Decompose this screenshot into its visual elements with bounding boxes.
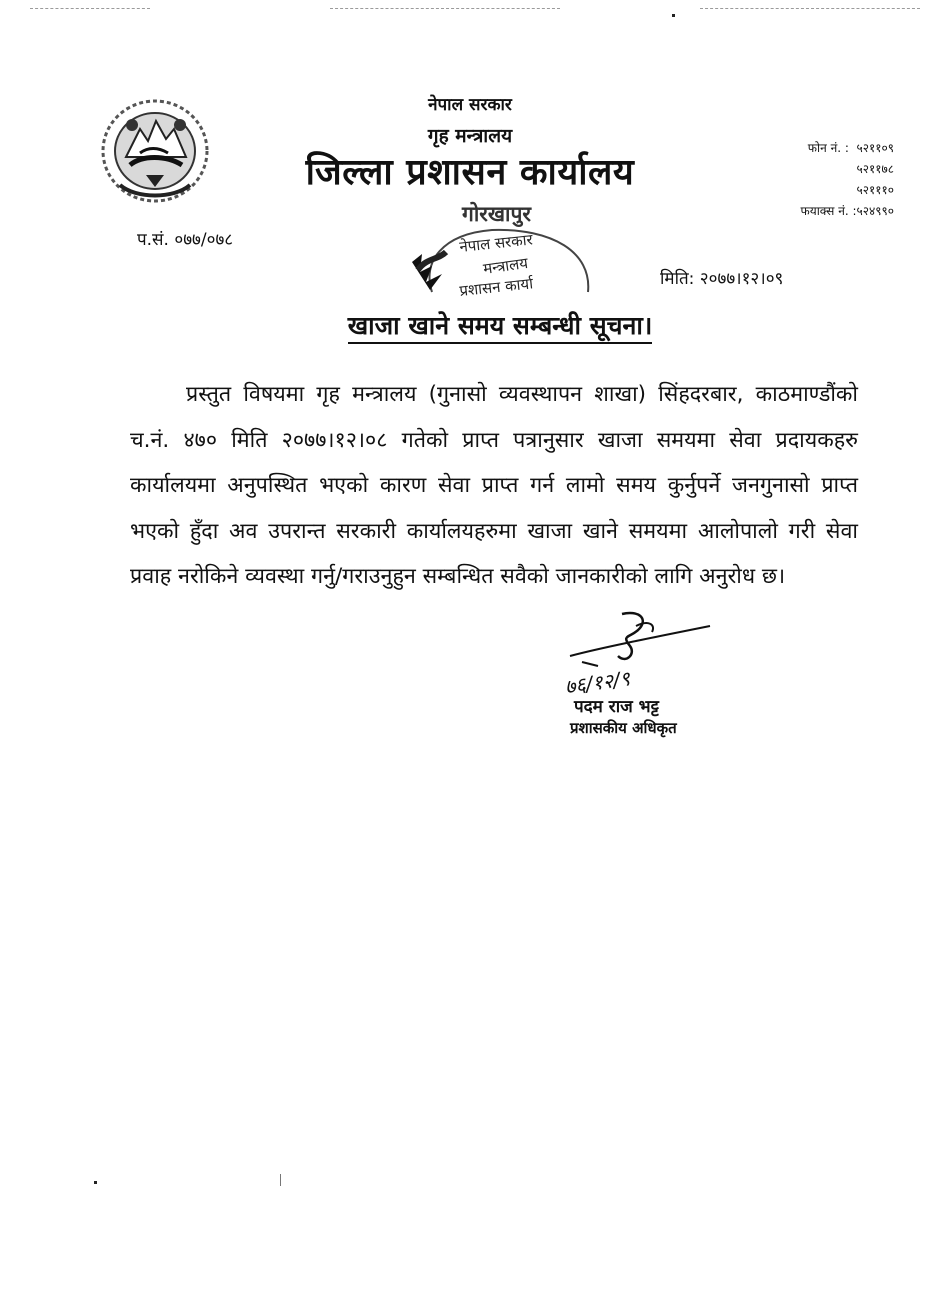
letter-date: मिति: २०७७।१२।०९ [660, 269, 784, 289]
stamp-text: नेपाल सरकार [458, 230, 534, 256]
ministry-heading: गृह मन्त्रालय [427, 125, 513, 147]
office-location: गोरखापुर [462, 202, 531, 226]
fax-number: ५२४९९० [856, 204, 894, 218]
phone-number: ५२१११० [856, 183, 894, 197]
phone-number: ५२११०९ [856, 141, 894, 155]
contact-block [720, 138, 894, 222]
scan-speck [280, 1174, 281, 1186]
signature-date: ७६/१२/९ [563, 666, 632, 699]
scan-edge-line [30, 8, 150, 9]
notice-body: प्रस्तुत विषयमा गृह मन्त्रालय (गुनासो व्यवस्थापन शाखा) सिंहदरबार, काठमाण्डौंको च.नं. ४७० मिति २०७७।१२।०८ गतेको प्राप्त पत्रानुसार खाजा समयमा सेवा प्रदायकहरु कार्यालयमा अनुपस्थित भएको कारण सेवा प्राप्त गर्न लामो समय कुर्नुपर्ने जनगुनासो प्राप्त भएको हुँदा अव उपरान्त सरकारी कार्यालयहरुमा खाजा खाने समयमा आलोपालो गरी सेवा प्रवाह नरोकिने व्यवस्था गर्नु/गराउनुहुन सम्बन्धित सवैको जानकारीको लागि अनुरोध छ। [130, 382, 858, 590]
stamp-text: प्रशासन कार्या [458, 274, 534, 300]
phone-line [720, 180, 894, 201]
phone-label: फोन नं. [807, 141, 842, 155]
phone-line [720, 159, 894, 180]
scan-edge-line [330, 8, 560, 9]
notice-subject [0, 308, 940, 342]
signatory-title: प्रशासकीय अधिकृत [570, 719, 677, 737]
scan-edge-line [700, 8, 920, 9]
government-heading: नेपाल सरकार [428, 95, 512, 115]
fax-label: फयाक्स नं. [800, 204, 849, 218]
signature-icon [560, 608, 720, 700]
signatory-name: पदम राज भट्ट [574, 697, 659, 717]
phone-line: फोन नं. : ५२११०९ [807, 141, 894, 155]
office-title: जिल्ला प्रशासन कार्यालय [305, 152, 635, 193]
scan-speck [672, 14, 675, 17]
reference-number: प.सं. ०७७/०७८ [137, 230, 234, 250]
fax-line: फयाक्स नं. :५२४९९० [800, 204, 894, 218]
scan-speck [94, 1181, 97, 1184]
phone-number: ५२११७८ [856, 162, 894, 176]
stamp-text: मन्त्रालय [482, 253, 530, 278]
office-stamp-icon [402, 222, 602, 314]
notice-subject-text: खाजा खाने समय सम्बन्धी सूचना। [348, 311, 653, 344]
